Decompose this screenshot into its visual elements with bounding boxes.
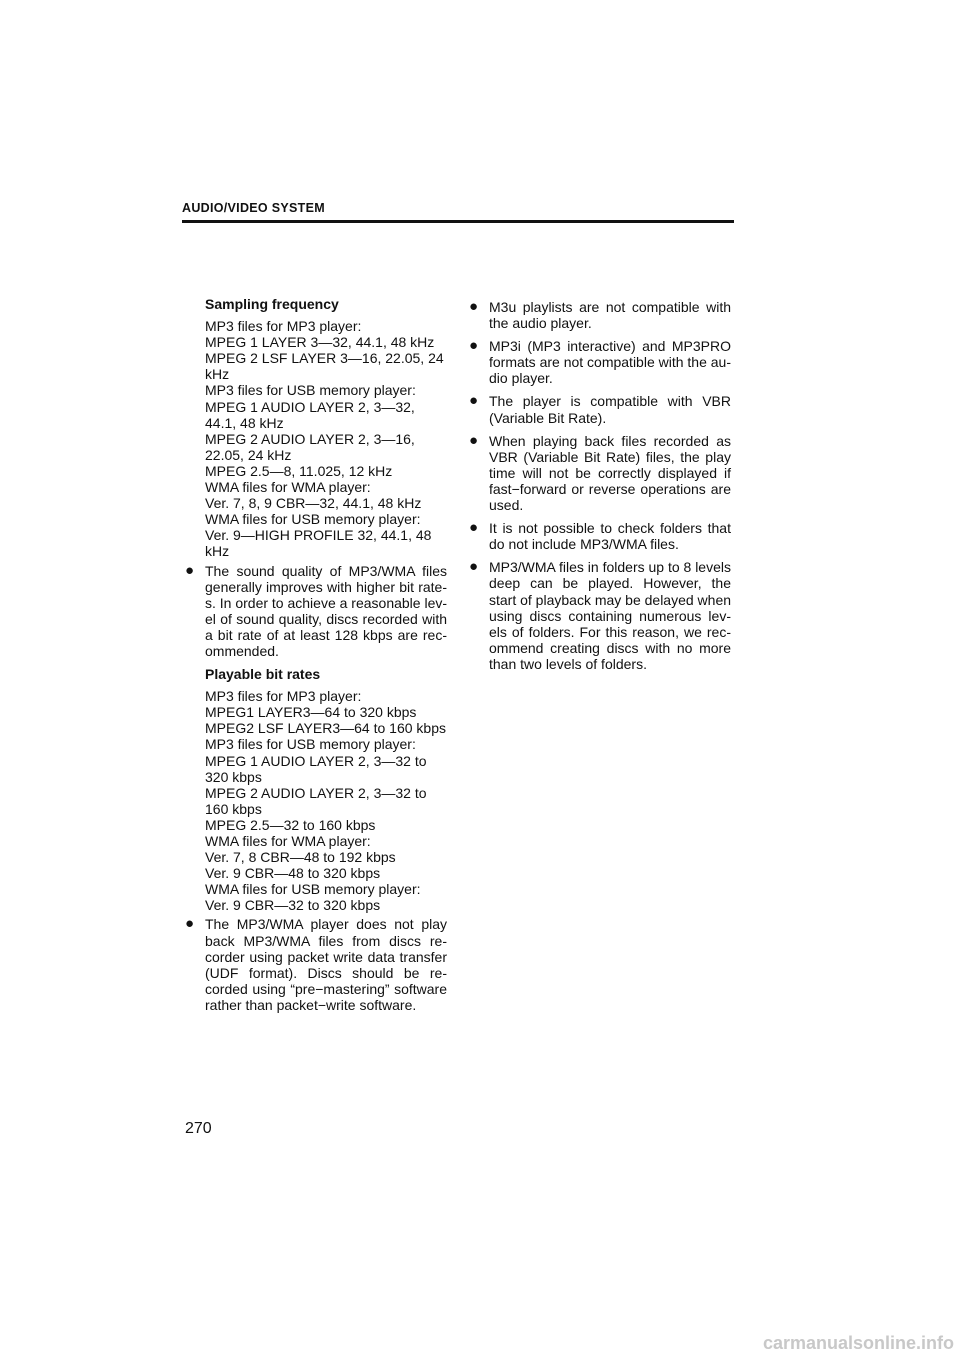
bullet-line: the audio player.	[489, 315, 592, 332]
bullet-item	[469, 433, 731, 513]
bullet-text	[489, 559, 731, 672]
bullet-line: (UDF format). Discs should be re-	[205, 964, 447, 981]
text-line: 160 kbps	[205, 800, 262, 817]
text-line: Ver. 7, 8 CBR—48 to 192 kbps	[205, 849, 396, 866]
bullet-icon: ●	[185, 561, 195, 579]
bullet-line: els of folders. For this reason, we rec-	[489, 623, 731, 640]
text-line: Ver. 9 CBR—48 to 320 kbps	[205, 865, 381, 882]
text-line: WMA files for USB memory player:	[205, 881, 421, 898]
bullet-line: ommend creating discs with no more	[489, 639, 731, 656]
bullet-line: a bit rate of at least 128 kbps are rec-	[205, 626, 447, 643]
text-line: MPEG 1 LAYER 3—32, 44.1, 48 kHz	[205, 334, 435, 351]
bullet-line: M3u playlists are not compatible with	[489, 299, 731, 315]
text-line: MP3 files for USB memory player:	[205, 382, 416, 399]
bullet-text	[489, 520, 731, 552]
text-line: MPEG 1 AUDIO LAYER 2, 3—32 to	[205, 752, 427, 769]
bullet-text	[205, 916, 447, 1013]
bullet-line: When playing back files recorded as	[489, 432, 731, 449]
text-line: MPEG 2 LSF LAYER 3—16, 22.05, 24	[205, 350, 444, 367]
text-line: MPEG2 LSF LAYER3—64 to 160 kbps	[205, 720, 446, 737]
bullet-text	[205, 563, 447, 660]
text-line: WMA files for WMA player:	[205, 479, 371, 496]
bullet-item	[469, 338, 731, 386]
page-number: 270	[185, 1120, 212, 1137]
bullet-text	[489, 433, 731, 513]
text-line: MP3 files for MP3 player:	[205, 688, 362, 705]
bullet-text	[489, 338, 731, 386]
text-line: 44.1, 48 kHz	[205, 414, 284, 431]
bullet-line: start of playback may be delayed when	[489, 591, 732, 608]
text-line: kHz	[205, 366, 230, 383]
bullet-text	[489, 299, 731, 331]
bullet-item	[185, 563, 447, 660]
bullet-icon: ●	[469, 558, 479, 576]
text-line: MPEG 1 AUDIO LAYER 2, 3—32,	[205, 398, 415, 415]
bullet-line: The MP3/WMA player does not play	[205, 916, 447, 933]
text-line: WMA files for WMA player:	[205, 833, 371, 849]
bullet-line: generally improves with higher bit rate-	[205, 578, 447, 595]
bullet-icon: ●	[469, 431, 479, 449]
text-line: MPEG 2.5—8, 11.025, 12 kHz	[205, 462, 393, 479]
bullet-line: formats are not compatible with the au-	[489, 354, 732, 371]
bullet-line: deep can be played. However, the	[489, 575, 731, 592]
bullet-line: s. In order to achieve a reasonable lev-	[205, 594, 448, 611]
sampling-heading: Sampling frequency	[205, 296, 339, 312]
bitrate-heading: Playable bit rates	[205, 666, 321, 683]
bullet-line: rather than packet−write software.	[205, 996, 417, 1013]
page-header	[182, 201, 734, 223]
text-line: MP3 files for USB memory player:	[205, 736, 416, 753]
bullet-line: time will not be correctly displayed if	[489, 464, 731, 481]
text-line: MPEG1 LAYER3—64 to 320 kbps	[205, 704, 417, 721]
text-line: WMA files for USB memory player:	[205, 511, 421, 528]
bullet-icon: ●	[469, 337, 479, 355]
bullet-item	[469, 393, 731, 425]
text-line: 22.05, 24 kHz	[205, 446, 292, 463]
bullet-line: do not include MP3/WMA files.	[489, 536, 679, 553]
bullet-icon: ●	[185, 915, 195, 933]
bullet-line: corder using packet write data transfer	[205, 948, 447, 965]
text-line: MPEG 2.5—32 to 160 kbps	[205, 816, 376, 833]
text-line: Ver. 9 CBR—32 to 320 kbps	[205, 897, 381, 914]
bullet-line: VBR (Variable Bit Rate) files, the play	[489, 448, 731, 465]
text-line: MP3 files for MP3 player:	[205, 318, 362, 335]
bullet-item	[469, 559, 731, 672]
bullet-line: using discs containing numerous lev-	[489, 607, 731, 624]
bullet-item	[469, 520, 731, 552]
text-line: 320 kbps	[205, 768, 262, 785]
bullet-line: than two levels of folders.	[489, 655, 647, 672]
text-line: MPEG 2 AUDIO LAYER 2, 3—16,	[205, 430, 415, 447]
text-line: Ver. 9—HIGH PROFILE 32, 44.1, 48	[205, 527, 432, 544]
watermark: carmanualsonline.info	[762, 1333, 954, 1353]
bullet-line: It is not possible to check folders that	[489, 520, 731, 537]
right-column	[469, 296, 731, 679]
text-line: kHz	[205, 543, 230, 560]
bullet-line: (Variable Bit Rate).	[489, 409, 607, 426]
text-line: Ver. 7, 8, 9 CBR—32, 44.1, 48 kHz	[205, 495, 422, 512]
bullet-line: back MP3/WMA files from discs re-	[205, 932, 447, 949]
bullet-line: dio player.	[489, 370, 553, 387]
bullet-line: used.	[489, 497, 524, 514]
bullet-text	[489, 393, 731, 425]
section-title: AUDIO/VIDEO SYSTEM	[182, 201, 325, 215]
text-line: MPEG 2 AUDIO LAYER 2, 3—32 to	[205, 784, 427, 801]
bullet-icon: ●	[469, 298, 479, 315]
bullet-line: MP3i (MP3 interactive) and MP3PRO	[489, 338, 731, 355]
left-column	[185, 296, 447, 1020]
bullet-line: fast−forward or reverse operations are	[489, 480, 731, 497]
header-rule	[182, 220, 734, 223]
bullet-line: MP3/WMA files in folders up to 8 levels	[489, 559, 731, 576]
bullet-icon: ●	[469, 392, 479, 410]
bullet-item	[469, 299, 731, 331]
bullet-line: el of sound quality, discs recorded with	[205, 610, 447, 627]
bullet-line: The player is compatible with VBR	[489, 393, 731, 410]
bullet-line: corded using “pre−mastering” software	[205, 980, 447, 997]
bullet-icon: ●	[469, 519, 479, 537]
bullet-line: ommended.	[205, 642, 279, 659]
bullet-item	[185, 916, 447, 1013]
bullet-line: The sound quality of MP3/WMA files	[205, 562, 447, 579]
